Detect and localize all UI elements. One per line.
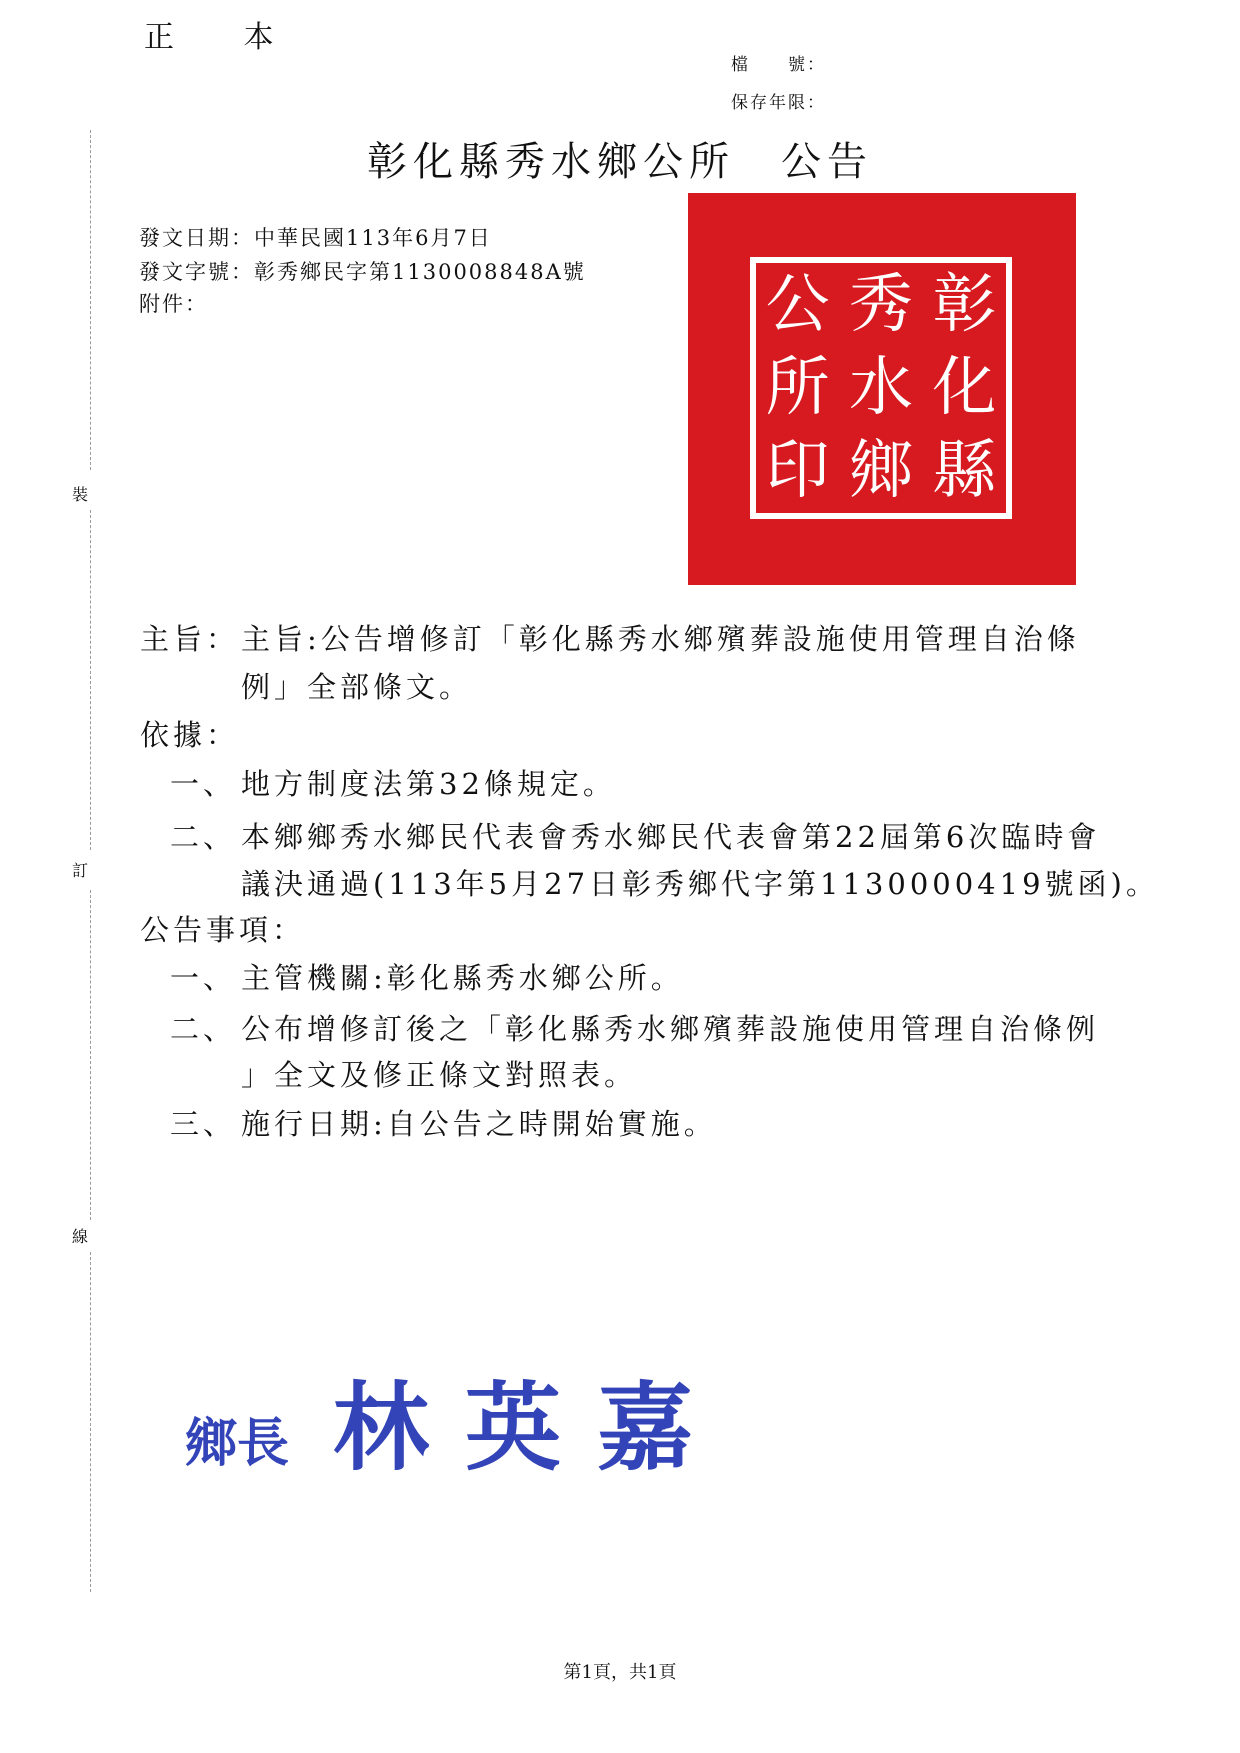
document-title [0,130,1240,187]
seal-char: 水 [849,350,913,425]
official-seal [688,193,1076,585]
seal-char: 所 [765,350,830,425]
retention-period-label: 保存年限： [731,93,826,113]
signature-stamp [185,1352,729,1489]
subject-line-2: 例」全部條文。 [241,670,473,704]
signature-name: 林英嘉 [333,1371,730,1484]
seal-char: 彰 [932,267,997,342]
signature-title: 鄉長 [185,1413,290,1474]
seal-char: 秀 [849,267,913,342]
basis-label: 依據： [140,718,240,752]
issue-number: 發文字號：彰秀鄉民字第1130008848A號 [139,260,586,284]
binding-rule [90,510,91,850]
notice-label: 公告事項： [140,913,306,947]
notice-item-no: 三、 [170,1107,237,1141]
seal-char: 鄉 [849,434,913,509]
basis-item-text: 議決通過(113年5月27日彰秀鄉代字第1130000419號函)。 [241,867,1159,901]
document-type: 公告 [781,139,873,185]
binding-rule [90,890,91,1220]
binding-mark-zhuang: 裝 [72,485,89,504]
seal-inscription [750,257,1012,519]
attachment-label: 附件： [139,292,208,316]
notice-item-no: 二、 [170,1012,237,1046]
binding-mark-ding: 訂 [72,861,89,880]
basis-item-no: 一、 [170,767,237,801]
notice-item-text: 施行日期:自公告之時開始實施。 [241,1107,717,1141]
subject-label: 主旨： [140,622,240,656]
notice-item-no: 一、 [170,961,237,995]
binding-mark-xian: 線 [72,1227,89,1246]
basis-item-text: 本鄉鄉秀水鄉民代表會秀水鄉民代表會第22屆第6次臨時會 [241,820,1101,854]
copy-mark: 正 本 [144,20,304,55]
notice-item-text: 公布增修訂後之「彰化縣秀水鄉殯葬設施使用管理自治條例 [241,1012,1100,1046]
basis-item-no: 二、 [170,820,237,854]
issue-date: 發文日期：中華民國113年6月7日 [139,226,492,250]
binding-rule [90,130,91,470]
page-number: 第1頁，共1頁 [563,1662,677,1683]
binding-rule [90,1252,91,1592]
basis-item-text: 地方制度法第32條規定。 [241,767,616,801]
notice-item-text: 」全文及修正條文對照表。 [241,1058,638,1092]
seal-char: 公 [765,267,830,342]
seal-char: 化 [932,350,997,425]
file-number-label: 檔 號： [731,55,826,75]
notice-item-text: 主管機關:彰化縣秀水鄉公所。 [241,961,684,995]
agency-name: 彰化縣秀水鄉公所 [367,139,735,185]
seal-char: 縣 [932,434,997,509]
subject-line-1: 主旨:公告增修訂「彰化縣秀水鄉殯葬設施使用管理自治條 [241,622,1080,656]
seal-char: 印 [765,434,830,509]
